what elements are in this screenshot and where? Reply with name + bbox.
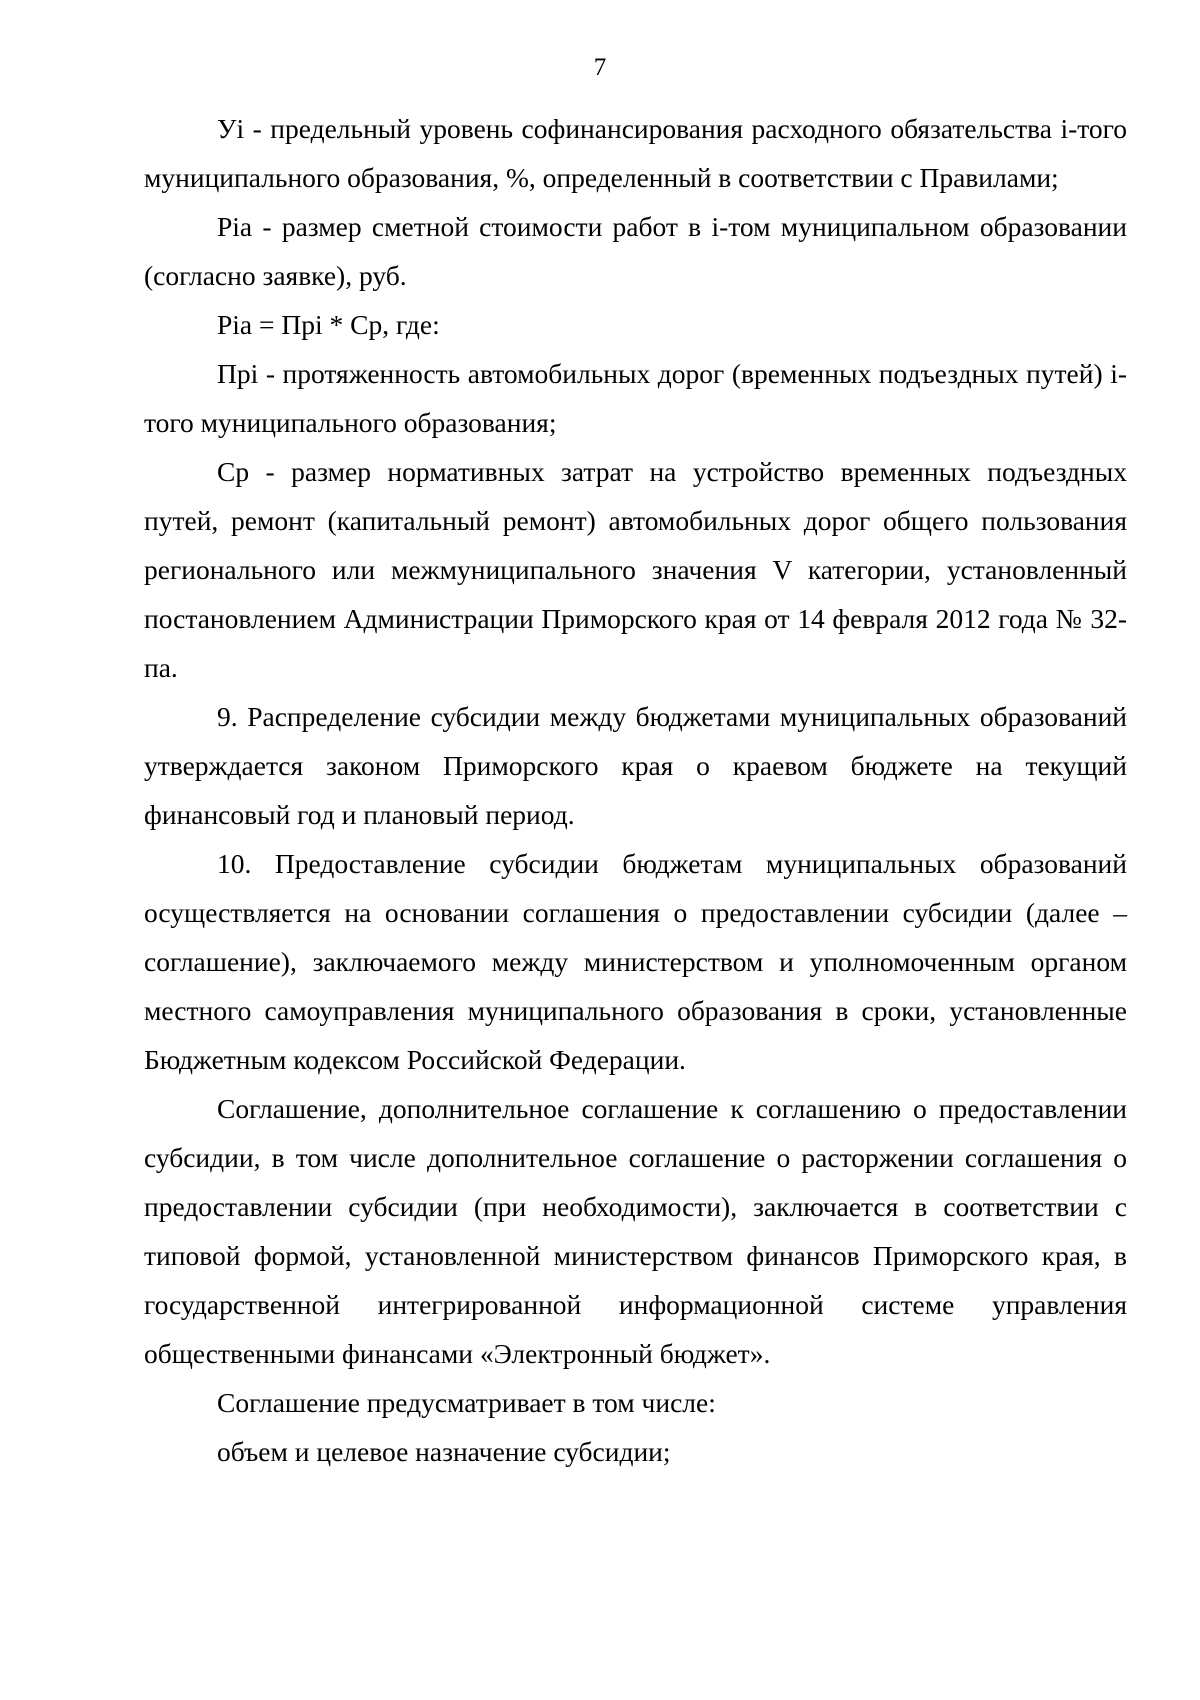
document-body [144,104,1127,1476]
page-number: 7 [593,54,607,81]
paragraph-clause-10: 10. Предоставление субсидии бюджетам муниципальных образований осуществляется на основании соглашения о предоставлении субсидии (далее – соглашение), заключаемого между министерством и уполномоченным органом местного самоуправления муниципального образования в сроки, установленные Бюджетным кодексом Российской Федерации. [144,848,1127,1075]
paragraph-subsidy-volume: объем и целевое назначение субсидии; [217,1436,671,1467]
paragraph-clause-9: 9. Распределение субсидии между бюджетами муниципальных образований утверждается законом Приморского края о краевом бюджете на текущий финансовый год и плановый период. [144,701,1127,830]
paragraph-pia-definition: Piа - размер сметной стоимости работ в i-том муниципальном образовании (согласно заявке), руб. [144,211,1127,291]
paragraph-agreement-form: Соглашение, дополнительное соглашение к соглашению о предоставлении субсидии, в том числе дополнительное соглашение о расторжении соглашения о предоставлении субсидии (при необходимости), заключается в соответствии с типовой формой, установленной министерством финансов Приморского края, в государственной интегрированной информационной системе управления общественными финансами «Электронный бюджет». [144,1093,1127,1369]
paragraph-yi-definition: Уi - предельный уровень софинансирования расходного обязательства i-того муниципального образования, %, определенный в соответствии с Правилами; [144,113,1127,193]
paragraph-agreement-provides: Соглашение предусматривает в том числе: [217,1387,716,1418]
paragraph-pia-formula: Piа = Пpi * Cp, где: [217,309,440,340]
paragraph-cp-definition: Cp - размер нормативных затрат на устройство временных подъездных путей, ремонт (капитальный ремонт) автомобильных дорог общего пользования регионального или межмуниципального значения V категории, установленный постановлением Администрации Приморского края от 14 февраля 2012 года № 32-па. [144,456,1127,683]
paragraph-ppi-definition: Пpi - протяженность автомобильных дорог (временных подъездных путей) i-того муниципального образования; [144,358,1127,438]
